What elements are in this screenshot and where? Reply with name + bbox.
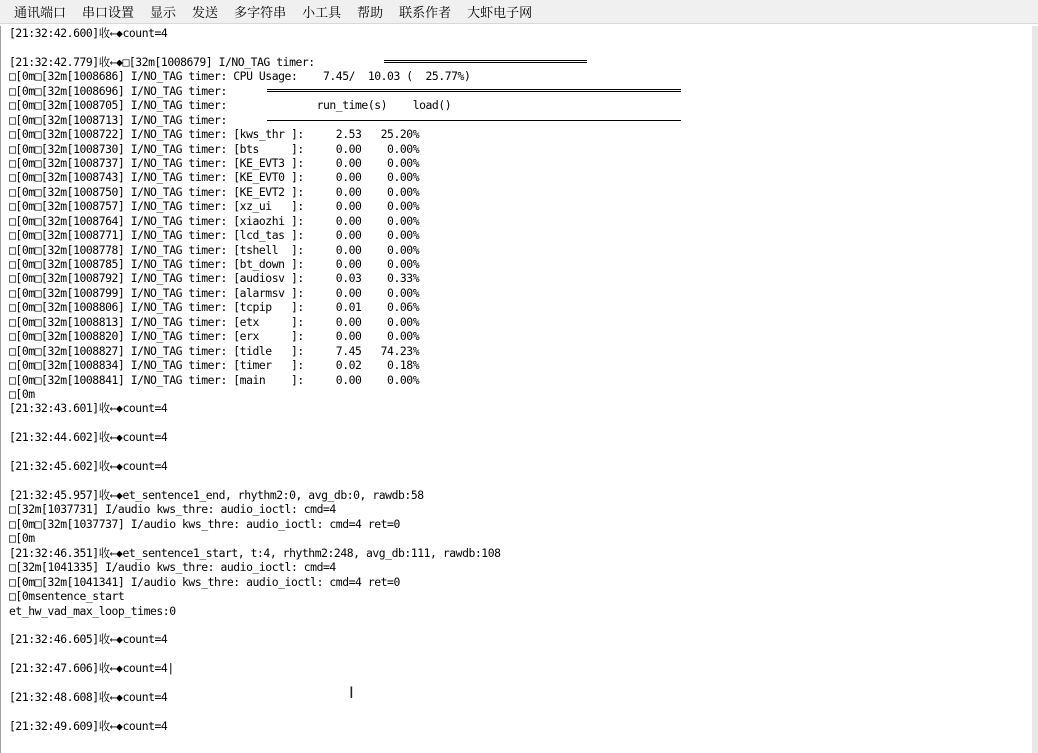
- table-header-bottom-rule: [267, 120, 681, 121]
- log-line: [9, 474, 1032, 488]
- log-line: □[0m□[32m[1008686] I/NO_TAG timer: CPU Usage: 7.45/ 10.03 ( 25.77%): [9, 69, 471, 84]
- log-line: □[0m: [9, 386, 35, 401]
- menu-item-4[interactable]: 多字符串: [234, 6, 287, 21]
- log-line: [21:32:45.957]收←◆et_sentence1_end, rhythm2:0, avg_db:0, rawdb:58: [9, 488, 424, 502]
- log-line: □[0msentence_start: [9, 589, 125, 604]
- log-lines: [1, 26, 1032, 733]
- log-line: □[0m□[32m[1008806] I/NO_TAG timer: [tcpip ]: 0.01 0.06%: [9, 300, 420, 315]
- menu-item-3[interactable]: 发送: [192, 6, 219, 21]
- log-line: [9, 445, 1032, 459]
- log-line: □[0m□[32m[1008785] I/NO_TAG timer: [bt_down ]: 0.00 0.00%: [9, 257, 420, 271]
- menu-item-8[interactable]: 大虾电子网: [467, 6, 533, 21]
- log-line: □[0m□[32m[1008705] I/NO_TAG timer: run_time(s) load(): [9, 98, 452, 113]
- log-line: [9, 40, 1032, 54]
- log-line: □[0m□[32m[1008834] I/NO_TAG timer: [timer ]: 0.02 0.18%: [9, 358, 420, 373]
- table-header-top-rule: [267, 89, 681, 92]
- log-line: □[0m: [9, 531, 35, 546]
- log-line: □[0m□[32m[1008799] I/NO_TAG timer: [alarmsv ]: 0.00 0.00%: [9, 285, 420, 300]
- log-line: □[0m□[32m[1008792] I/NO_TAG timer: [audiosv ]: 0.03 0.33%: [9, 271, 420, 286]
- menu-item-2[interactable]: 显示: [150, 6, 177, 21]
- text-cursor-icon: I: [349, 683, 354, 702]
- log-line: □[0m□[32m[1008813] I/NO_TAG timer: [etx ]: 0.00 0.00%: [9, 314, 420, 329]
- log-line: □[0m□[32m[1041341] I/audio kws_thre: audio_ioctl: cmd=4 ret=0: [9, 574, 400, 589]
- log-line: [21:32:48.608]收←◆count=4: [9, 690, 168, 705]
- log-line: □[0m□[32m[1008778] I/NO_TAG timer: [tshell ]: 0.00 0.00%: [9, 242, 420, 257]
- menu-item-1[interactable]: 串口设置: [82, 6, 135, 21]
- log-line: [9, 416, 1032, 430]
- log-line: □[0m□[32m[1008841] I/NO_TAG timer: [main ]: 0.00 0.00%: [9, 372, 420, 387]
- log-line: □[0m□[32m[1008743] I/NO_TAG timer: [KE_EVT0 ]: 0.00 0.00%: [9, 170, 420, 185]
- vertical-scrollbar[interactable]: [1032, 26, 1038, 753]
- log-line: [21:32:44.602]收←◆count=4: [9, 430, 168, 445]
- log-line: □[0m□[32m[1008771] I/NO_TAG timer: [lcd_tas ]: 0.00 0.00%: [9, 228, 420, 243]
- log-line: [21:32:47.606]收←◆count=4|: [9, 661, 174, 676]
- menu-item-0[interactable]: 通讯端口: [14, 6, 67, 21]
- table-top-rule: [384, 60, 587, 63]
- log-line: et_hw_vad_max_loop_times:0: [9, 603, 176, 618]
- log-line: □[0m□[32m[1008750] I/NO_TAG timer: [KE_EVT2 ]: 0.00 0.00%: [9, 184, 420, 199]
- log-line: [21:32:42.600]收←◆count=4: [9, 26, 168, 40]
- log-line: [21:32:42.779]收←◆□[32m[1008679] I/NO_TAG timer:: [9, 54, 315, 69]
- log-line: [9, 618, 1032, 632]
- log-line: □[0m□[32m[1008827] I/NO_TAG timer: [tidle ]: 7.45 74.23%: [9, 343, 420, 358]
- log-line: □[0m□[32m[1008722] I/NO_TAG timer: [kws_thr ]: 2.53 25.20%: [9, 127, 420, 142]
- log-line: □[0m□[32m[1008764] I/NO_TAG timer: [xiaozhi ]: 0.00 0.00%: [9, 213, 420, 228]
- log-line: [9, 705, 1032, 719]
- log-line: □[0m□[32m[1008696] I/NO_TAG timer:: [9, 83, 227, 98]
- log-line: □[0m□[32m[1037737] I/audio kws_thre: audio_ioctl: cmd=4 ret=0: [9, 516, 400, 531]
- log-line: □[0m□[32m[1008737] I/NO_TAG timer: [KE_EVT3 ]: 0.00 0.00%: [9, 155, 420, 170]
- log-line: [21:32:43.601]收←◆count=4: [9, 401, 168, 416]
- log-line: [21:32:46.605]收←◆count=4: [9, 632, 168, 647]
- log-line: [21:32:45.602]收←◆count=4: [9, 459, 168, 474]
- menu-item-6[interactable]: 帮助: [357, 6, 384, 21]
- log-line: □[0m□[32m[1008820] I/NO_TAG timer: [erx ]: 0.00 0.00%: [9, 329, 420, 344]
- log-line: □[0m□[32m[1008757] I/NO_TAG timer: [xz_ui ]: 0.00 0.00%: [9, 199, 420, 214]
- receive-text-area[interactable]: [0, 26, 1032, 753]
- log-line: □[32m[1037731] I/audio kws_thre: audio_ioctl: cmd=4: [9, 502, 336, 517]
- menu-bar: [0, 0, 1038, 24]
- log-line: [9, 647, 1032, 661]
- log-line: □[0m□[32m[1008713] I/NO_TAG timer:: [9, 112, 227, 127]
- log-line: [21:32:49.609]收←◆count=4: [9, 719, 168, 733]
- log-line: [21:32:46.351]收←◆et_sentence1_start, t:4, rhythm2:248, avg_db:111, rawdb:108: [9, 545, 501, 560]
- menu-item-5[interactable]: 小工具: [302, 6, 342, 21]
- menu-item-7[interactable]: 联系作者: [399, 6, 452, 21]
- log-line: □[0m□[32m[1008730] I/NO_TAG timer: [bts ]: 0.00 0.00%: [9, 141, 420, 156]
- log-line: □[32m[1041335] I/audio kws_thre: audio_ioctl: cmd=4: [9, 560, 336, 575]
- log-line: [9, 676, 1032, 690]
